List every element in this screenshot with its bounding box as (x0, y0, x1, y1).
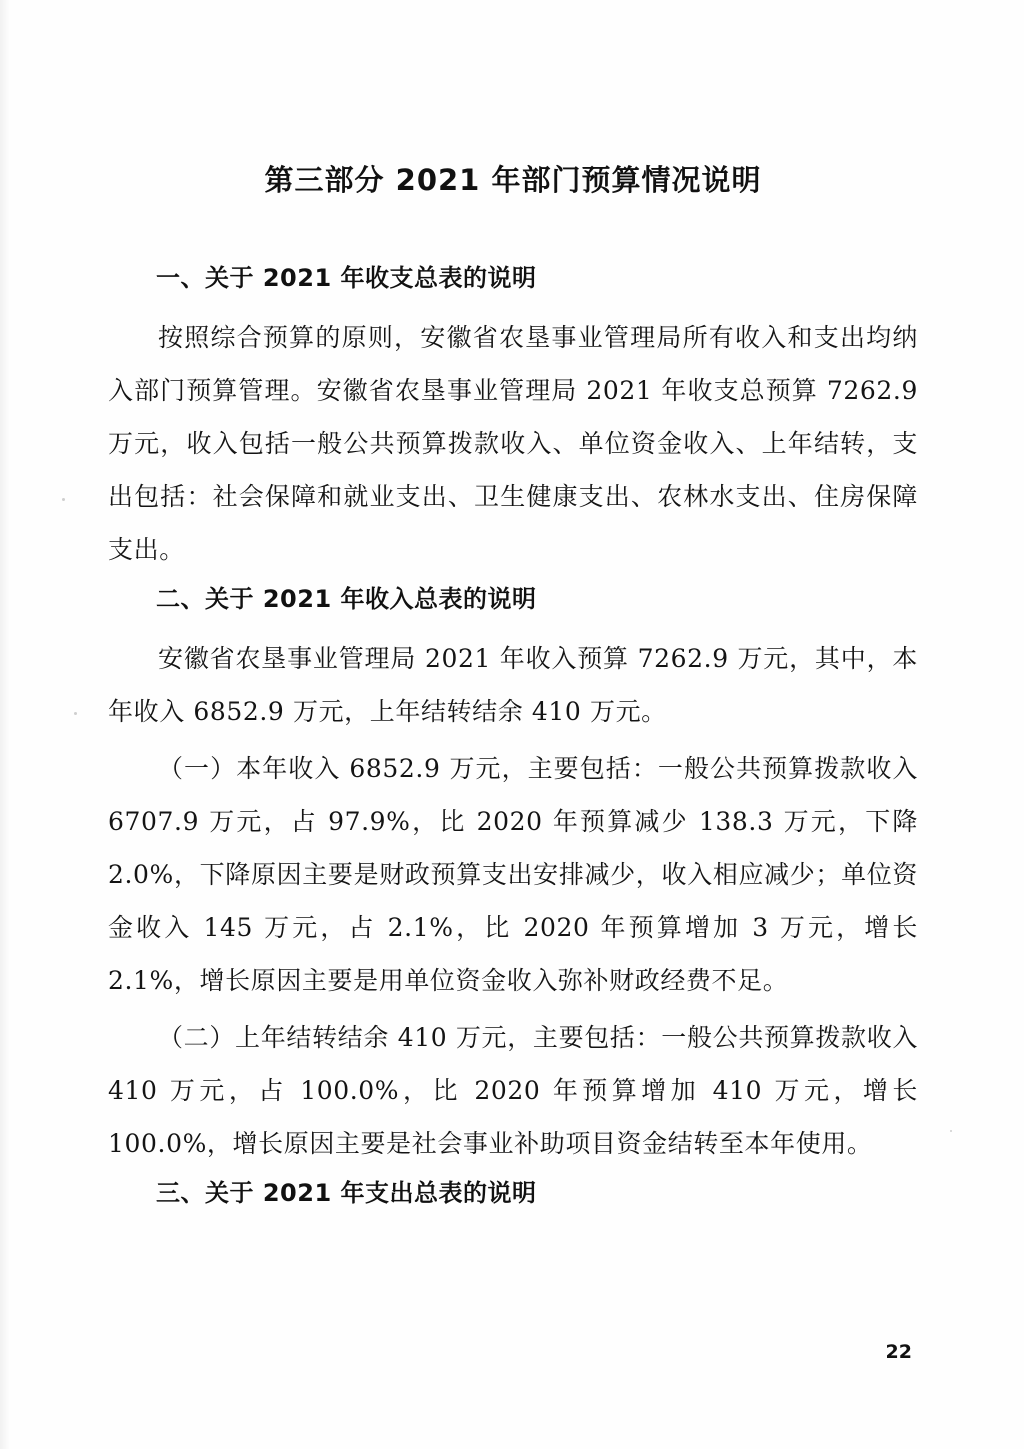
paragraph-2-1: 安徽省农垦事业管理局 2021 年收入预算 7262.9 万元，其中，本年收入 6852.9 万元，上年结转结余 410 万元。 (108, 644, 918, 727)
section-heading-3: 三、关于 2021 年支出总表的说明 (156, 1179, 537, 1208)
section-heading-2: 二、关于 2021 年收入总表的说明 (156, 584, 537, 613)
page-edge-shadow (0, 0, 10, 1449)
document-body (108, 160, 918, 1227)
page-number: 22 (885, 1341, 912, 1363)
paragraph-2-3: （二）上年结转结余 410 万元，主要包括：一般公共预算拨款收入 410 万元，占 100.0%，比 2020 年预算增加 410 万元，增长 100.0%，增长原因主要是社会事业补助项目资金结转至本年使用。 (108, 1023, 918, 1159)
section-heading-1: 一、关于 2021 年收支总表的说明 (156, 263, 537, 292)
paper-speck (74, 712, 77, 715)
page-title: 第三部分 2021 年部门预算情况说明 (264, 163, 762, 197)
paper-speck (62, 498, 65, 501)
paper-speck (950, 1130, 952, 1132)
paragraph-1-1: 按照综合预算的原则，安徽省农垦事业管理局所有收入和支出均纳入部门预算管理。安徽省农垦事业管理局 2021 年收支总预算 7262.9 万元，收入包括一般公共预算拨款收入、单位资金收入、上年结转，支出包括：社会保障和就业支出、卫生健康支出、农林水支出、住房保障支出。 (108, 322, 918, 564)
paragraph-2-2: （一）本年收入 6852.9 万元，主要包括：一般公共预算拨款收入 6707.9 万元，占 97.9%，比 2020 年预算减少 138.3 万元，下降 2.0%，下降原因主要是财政预算支出安排减少，收入相应减少；单位资金收入 145 万元，占 2.1%，比 2020 年预算增加 3 万元，增长 2.1%，增长原因主要是用单位资金收入弥补财政经费不足。 (108, 754, 918, 996)
